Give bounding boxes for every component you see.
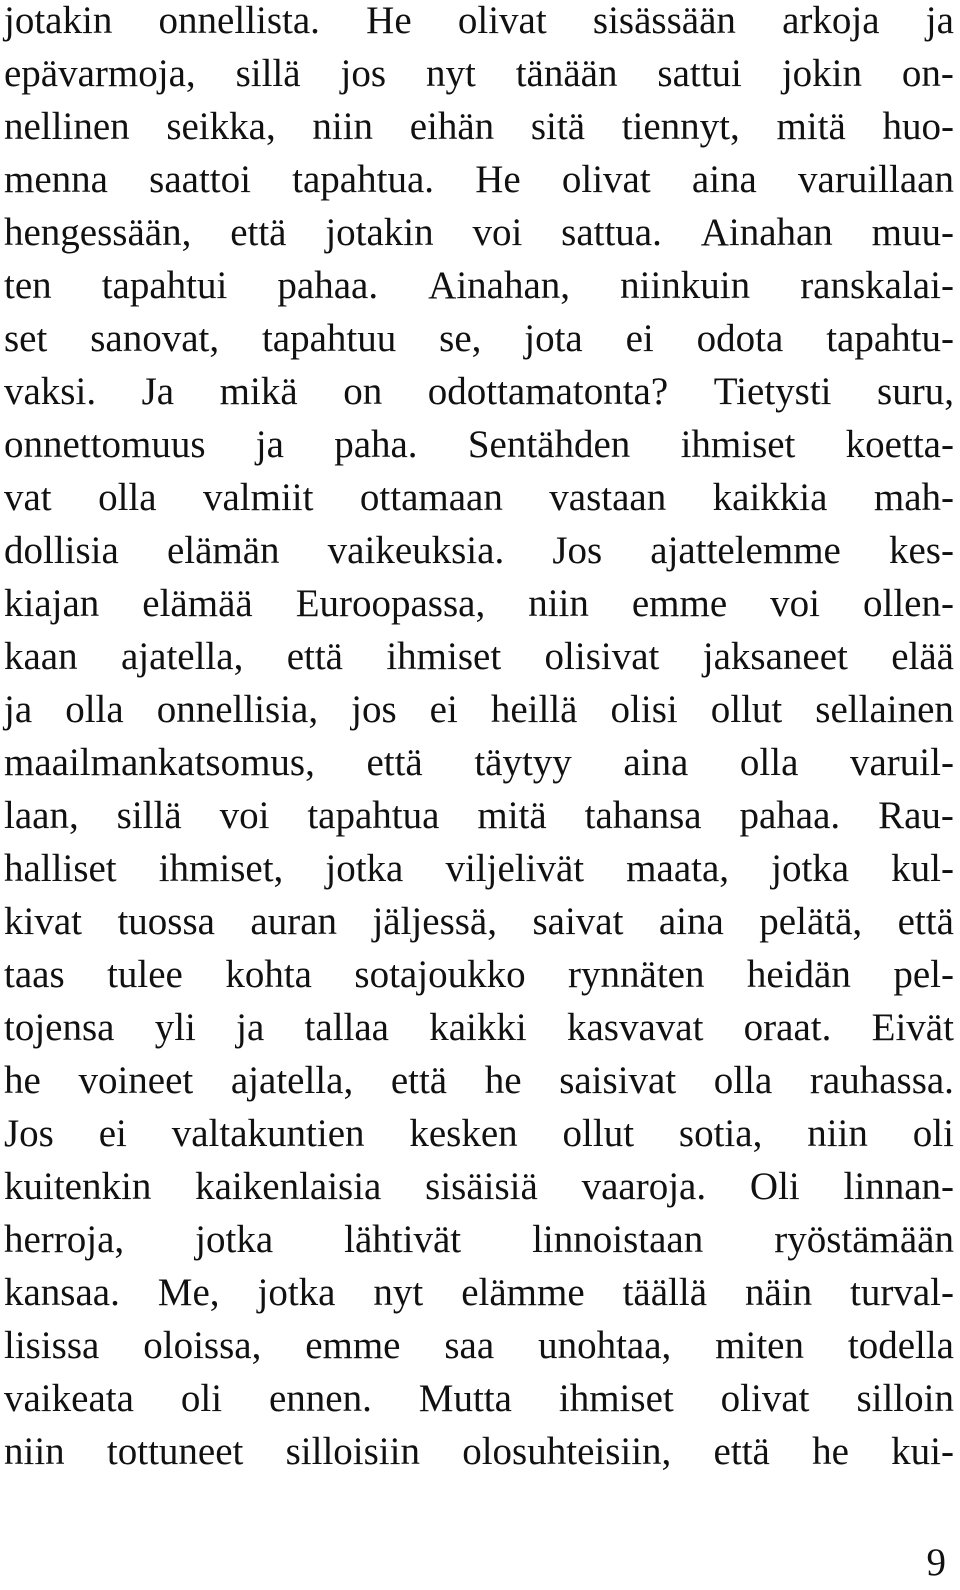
word: niin xyxy=(528,582,589,625)
word: pahaa. xyxy=(277,264,379,307)
word: oraat. xyxy=(743,1006,832,1049)
text-line xyxy=(4,630,954,683)
word: niin xyxy=(807,1112,868,1155)
word: ihmiset xyxy=(558,1377,674,1420)
word: Eivät xyxy=(871,1006,954,1049)
word: koetta- xyxy=(845,423,954,466)
word: on- xyxy=(901,52,954,95)
text-line xyxy=(4,683,954,736)
word: tapahtua xyxy=(307,794,440,837)
word: Oli xyxy=(749,1165,800,1208)
word: että xyxy=(230,211,287,254)
word: mikä xyxy=(219,370,298,413)
word: ajatella, xyxy=(120,635,244,678)
word: kaikenlaisia xyxy=(195,1165,382,1208)
word: todella xyxy=(847,1324,954,1367)
word: näin xyxy=(744,1271,813,1314)
word: jäljessä, xyxy=(372,900,497,943)
word: rynnäten xyxy=(568,953,705,996)
word: Me, xyxy=(157,1271,220,1314)
word: tallaa xyxy=(304,1006,389,1049)
text-line xyxy=(4,577,954,630)
text-line xyxy=(4,100,954,153)
word: sotajoukko xyxy=(354,953,526,996)
word: niinkuin xyxy=(620,264,751,307)
word: oloissa, xyxy=(143,1324,262,1367)
word: sitä xyxy=(530,105,586,148)
word: linnan- xyxy=(843,1165,954,1208)
word: olisivat xyxy=(544,635,660,678)
word: jotka xyxy=(325,847,404,890)
word: Ainahan, xyxy=(428,264,571,307)
word: että xyxy=(366,741,423,784)
word: sisässään xyxy=(592,0,736,42)
word: ajattelemme xyxy=(650,529,841,572)
text-line xyxy=(4,1054,954,1107)
word: ranskalai- xyxy=(800,264,954,307)
word: ja xyxy=(925,0,954,42)
word: emme xyxy=(631,582,728,625)
word: onnellista. xyxy=(158,0,320,42)
text-line xyxy=(4,1213,954,1266)
word: Ja xyxy=(141,370,175,413)
word: huo- xyxy=(882,105,954,148)
word: elämän xyxy=(166,529,280,572)
word: silloin xyxy=(856,1377,954,1420)
word: jotka xyxy=(195,1218,274,1261)
word: lähtivät xyxy=(344,1218,462,1261)
word: odottamatonta? xyxy=(427,370,669,413)
word: että xyxy=(390,1059,448,1102)
word: Rau- xyxy=(878,794,954,837)
word: silloisiin xyxy=(285,1430,420,1473)
text-line xyxy=(4,1001,954,1054)
word: rauhassa. xyxy=(809,1059,954,1102)
word: kesken xyxy=(409,1112,518,1155)
word: jota xyxy=(524,317,583,360)
word: jotka xyxy=(257,1271,336,1314)
word: valtakuntien xyxy=(171,1112,365,1155)
word: tapahtu- xyxy=(826,317,954,360)
word: Mutta xyxy=(418,1377,512,1420)
text-line xyxy=(4,1425,954,1478)
word: että xyxy=(286,635,343,678)
word: varuil- xyxy=(849,741,954,784)
word: suru, xyxy=(877,370,954,413)
word: kivat xyxy=(4,900,82,943)
word: ihmiset, xyxy=(158,847,284,890)
text-line xyxy=(4,312,954,365)
text-line xyxy=(4,0,954,47)
word: voi xyxy=(472,211,523,254)
word: heidän xyxy=(746,953,851,996)
word: ei xyxy=(98,1112,127,1155)
text-line xyxy=(4,736,954,789)
page-number: 9 xyxy=(926,1541,946,1584)
word: aina xyxy=(623,741,689,784)
text-line xyxy=(4,895,954,948)
word: kohta xyxy=(225,953,312,996)
document-page xyxy=(4,0,954,1478)
word: täällä xyxy=(622,1271,707,1314)
word: ja xyxy=(255,423,284,466)
text-line xyxy=(4,471,954,524)
word: vastaan xyxy=(549,476,667,519)
word: sellainen xyxy=(815,688,954,731)
word: tulee xyxy=(107,953,183,996)
word: turval- xyxy=(850,1271,954,1314)
word: tahansa xyxy=(584,794,702,837)
word: tiennyt, xyxy=(621,105,740,148)
word: olivat xyxy=(561,158,651,201)
word: saivat xyxy=(532,900,624,943)
word: saa xyxy=(444,1324,495,1367)
text-line xyxy=(4,524,954,577)
word: vat xyxy=(4,476,52,519)
text-line xyxy=(4,1107,954,1160)
word: kansaa. xyxy=(4,1271,120,1314)
word: jotakin xyxy=(4,0,113,42)
word: saisivat xyxy=(559,1059,677,1102)
word: heillä xyxy=(490,688,578,731)
word: yli xyxy=(154,1006,196,1049)
text-line xyxy=(4,206,954,259)
word: paha. xyxy=(334,423,418,466)
word: ollut xyxy=(710,688,783,731)
word: jotka xyxy=(771,847,850,890)
text-line xyxy=(4,153,954,206)
word: olla xyxy=(713,1059,773,1102)
text-line xyxy=(4,418,954,471)
word: ei xyxy=(429,688,458,731)
word: elää xyxy=(891,635,954,678)
word: että xyxy=(713,1430,770,1473)
word: sillä xyxy=(116,794,182,837)
word: He xyxy=(475,158,521,201)
word: se, xyxy=(439,317,482,360)
word: arkoja xyxy=(782,0,880,42)
word: olisi xyxy=(610,688,678,731)
word: viljelivät xyxy=(445,847,585,890)
word: ja xyxy=(236,1006,265,1049)
word: Jos xyxy=(4,1112,54,1155)
word: he xyxy=(484,1059,522,1102)
word: nellinen xyxy=(4,105,130,148)
word: tuossa xyxy=(117,900,215,943)
word: laan, xyxy=(4,794,79,837)
word: ei xyxy=(625,317,654,360)
word: tapahtui xyxy=(101,264,228,307)
word: ennen. xyxy=(268,1377,372,1420)
word: ollen- xyxy=(862,582,954,625)
text-line xyxy=(4,1372,954,1425)
word: tänään xyxy=(515,52,618,95)
word: jos xyxy=(340,52,387,95)
word: linnoistaan xyxy=(532,1218,704,1261)
word: onnellisia, xyxy=(156,688,319,731)
word: varuillaan xyxy=(798,158,954,201)
word: kasvavat xyxy=(566,1006,704,1049)
word: oli xyxy=(180,1377,223,1420)
word: jaksaneet xyxy=(702,635,848,678)
word: ryöstämään xyxy=(774,1218,954,1261)
word: olivat xyxy=(457,0,547,42)
word: vaikeata xyxy=(4,1377,134,1420)
word: onnettomuus xyxy=(4,423,206,466)
word: emme xyxy=(305,1324,401,1367)
word: tojensa xyxy=(4,1006,115,1049)
word: jotakin xyxy=(325,211,434,254)
text-line xyxy=(4,1319,954,1372)
word: pel- xyxy=(893,953,954,996)
word: pelätä, xyxy=(759,900,863,943)
word: odota xyxy=(696,317,784,360)
word: Tietysti xyxy=(713,370,832,413)
word: muu- xyxy=(871,211,954,254)
word: olla xyxy=(65,688,124,731)
word: he xyxy=(812,1430,849,1473)
word: sillä xyxy=(235,52,301,95)
word: kes- xyxy=(888,529,954,572)
word: maata, xyxy=(626,847,730,890)
word: nyt xyxy=(373,1271,424,1314)
word: voineet xyxy=(78,1059,194,1102)
word: herroja, xyxy=(4,1218,125,1261)
word: mitä xyxy=(776,105,846,148)
word: kiajan xyxy=(4,582,100,625)
word: kul- xyxy=(891,847,954,890)
word: sisäisiä xyxy=(425,1165,538,1208)
text-line xyxy=(4,47,954,100)
word: olivat xyxy=(720,1377,810,1420)
word: olla xyxy=(739,741,799,784)
word: vaikeuksia. xyxy=(327,529,505,572)
word: saattoi xyxy=(149,158,251,201)
word: Jos xyxy=(552,529,603,572)
word: kui- xyxy=(891,1430,954,1473)
word: ja xyxy=(4,688,33,731)
word: olosuhteisiin, xyxy=(462,1430,672,1473)
word: sanovat, xyxy=(90,317,220,360)
word: täytyy xyxy=(474,741,572,784)
word: miten xyxy=(715,1324,804,1367)
word: tapahtuu xyxy=(261,317,397,360)
word: ten xyxy=(4,264,52,307)
word: elämää xyxy=(142,582,253,625)
word: oli xyxy=(912,1112,954,1155)
text-line xyxy=(4,1266,954,1319)
text-line xyxy=(4,259,954,312)
word: jokin xyxy=(781,52,862,95)
word: kuitenkin xyxy=(4,1165,152,1208)
word: tottuneet xyxy=(106,1430,244,1473)
word: ihmiset xyxy=(680,423,796,466)
word: epävarmoja, xyxy=(4,52,196,95)
word: niin xyxy=(312,105,374,148)
word: sotia, xyxy=(678,1112,763,1155)
word: pahaa. xyxy=(739,794,841,837)
word: ajatella, xyxy=(230,1059,354,1102)
word: aina xyxy=(691,158,757,201)
word: niin xyxy=(4,1430,65,1473)
word: He xyxy=(366,0,412,42)
word: ollut xyxy=(562,1112,635,1155)
word: sattua. xyxy=(561,211,662,254)
word: maailmankatsomus, xyxy=(4,741,315,784)
word: auran xyxy=(250,900,337,943)
text-line xyxy=(4,842,954,895)
word: olla xyxy=(98,476,157,519)
word: menna xyxy=(4,158,108,201)
word: valmiit xyxy=(202,476,314,519)
word: Sentähden xyxy=(467,423,631,466)
word: taas xyxy=(4,953,65,996)
word: nyt xyxy=(425,52,476,95)
word: voi xyxy=(219,794,270,837)
word: hengessään, xyxy=(4,211,192,254)
word: kaikkia xyxy=(712,476,828,519)
word: dollisia xyxy=(4,529,119,572)
word: sattui xyxy=(657,52,742,95)
word: set xyxy=(4,317,48,360)
word: että xyxy=(897,900,954,943)
word: halliset xyxy=(4,847,117,890)
word: on xyxy=(343,370,383,413)
word: Ainahan xyxy=(700,211,833,254)
text-line xyxy=(4,365,954,418)
word: kaan xyxy=(4,635,78,678)
word: seikka, xyxy=(166,105,276,148)
body-text xyxy=(4,0,954,1478)
word: elämme xyxy=(461,1271,585,1314)
word: ihmiset xyxy=(386,635,502,678)
word: Euroopassa, xyxy=(295,582,486,625)
word: kaikki xyxy=(429,1006,527,1049)
word: eihän xyxy=(409,105,495,148)
word: mitä xyxy=(477,794,547,837)
word: he xyxy=(4,1059,41,1102)
word: mah- xyxy=(873,476,954,519)
text-line xyxy=(4,789,954,842)
word: ottamaan xyxy=(359,476,503,519)
word: jos xyxy=(351,688,397,731)
word: tapahtua. xyxy=(292,158,435,201)
text-line xyxy=(4,948,954,1001)
word: unohtaa, xyxy=(538,1324,672,1367)
word: vaksi. xyxy=(4,370,97,413)
text-line xyxy=(4,1160,954,1213)
word: aina xyxy=(658,900,724,943)
word: voi xyxy=(770,582,820,625)
word: lisissa xyxy=(4,1324,100,1367)
word: vaaroja. xyxy=(581,1165,707,1208)
